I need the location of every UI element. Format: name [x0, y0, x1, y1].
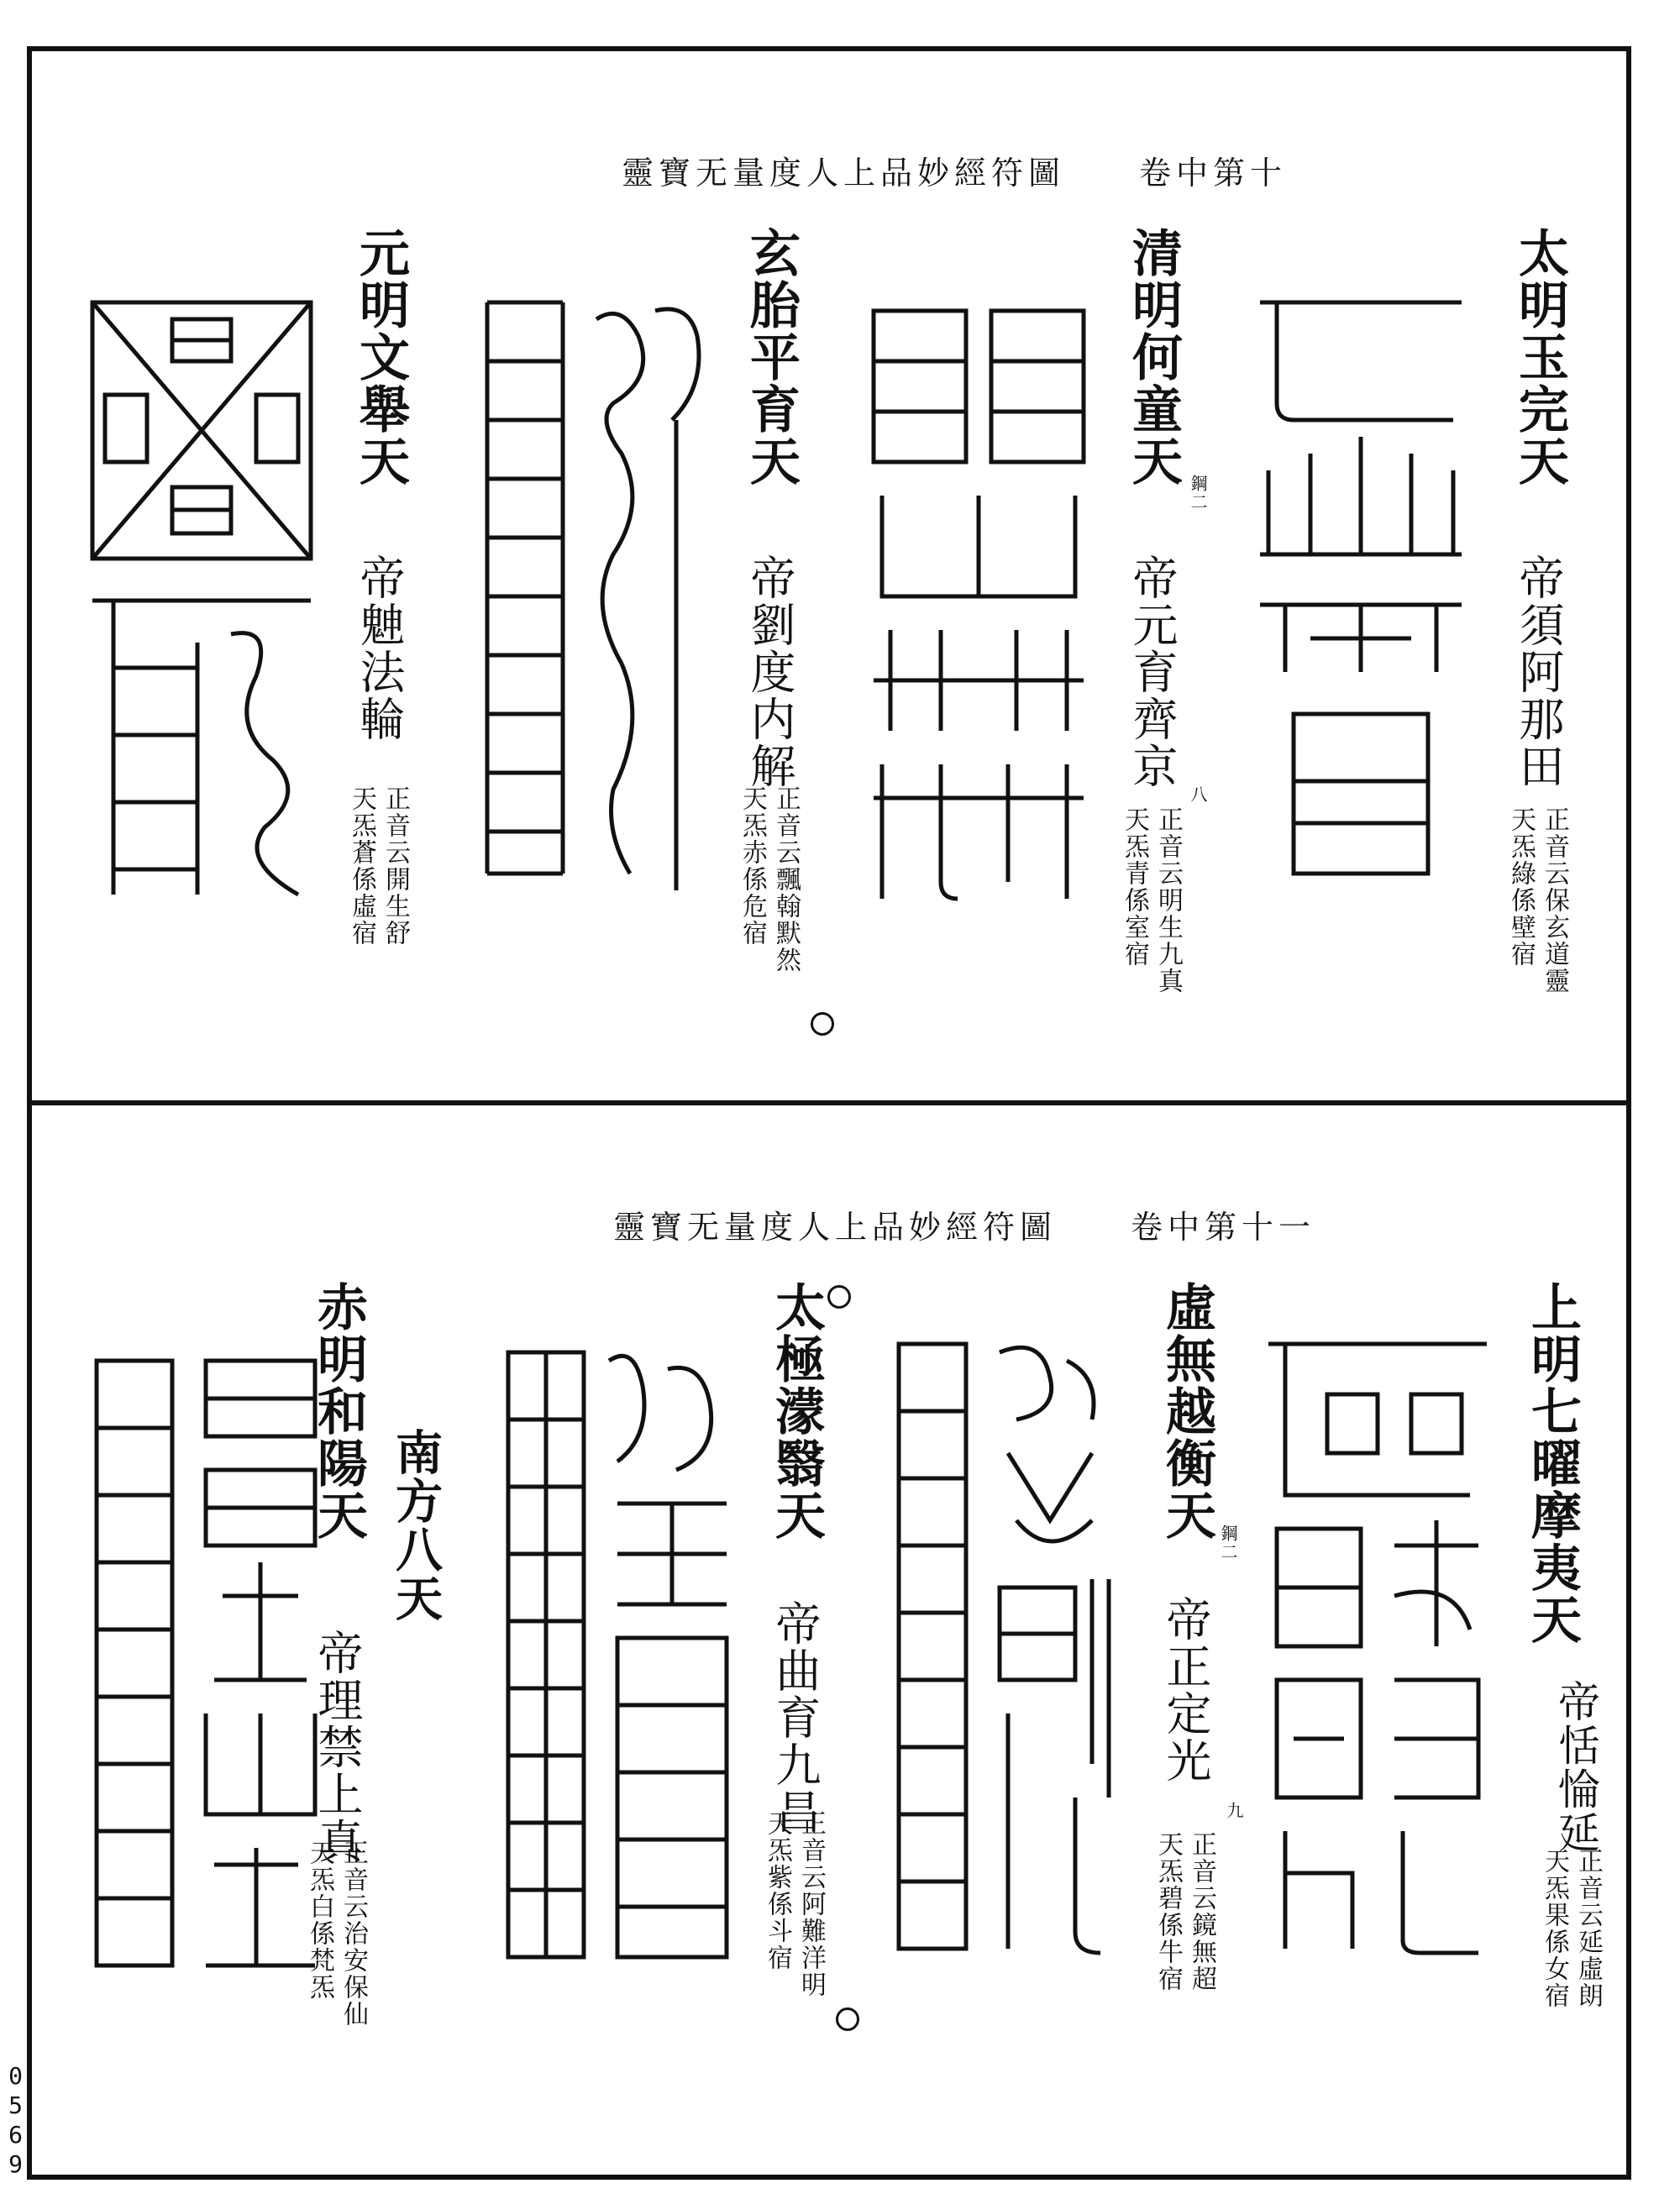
- emperor-name: 帝須阿那田: [1512, 554, 1565, 790]
- margin-note: 鋼二: [1188, 475, 1208, 512]
- note-line: 天炁紫係斗宿: [763, 1810, 792, 1971]
- talisman-seal: [1252, 1327, 1504, 1965]
- talisman-seal: [1243, 277, 1478, 899]
- margin-mark: 九: [1224, 1802, 1244, 1820]
- note-line: 天炁果係女宿: [1540, 1848, 1569, 2009]
- emperor-name: 帝曲育九昌: [769, 1600, 822, 1835]
- talisman-seal: [470, 286, 714, 899]
- circle-mark: [811, 1012, 834, 1036]
- note-line: 天炁赤係危宿: [738, 785, 767, 947]
- deity-name: 赤明和陽天: [309, 1281, 368, 1541]
- emperor-name: 帝䰠法輪: [353, 554, 406, 743]
- note-line: 天炁綠係壁宿: [1506, 806, 1536, 968]
- deity-name: 清明何童天: [1124, 227, 1183, 487]
- emperor-name: 帝理禁上真: [311, 1630, 364, 1865]
- panel-divider: [27, 1100, 1631, 1105]
- note-line: 天炁蒼係虛宿: [347, 785, 376, 947]
- note-line: 正音云明生九真: [1153, 806, 1183, 995]
- note-line: 天炁碧係牛宿: [1153, 1831, 1183, 1992]
- note-line: 正音云保玄道靈: [1540, 806, 1569, 995]
- note-line: 正音云阿難洋明: [796, 1810, 826, 1998]
- margin-mark: 八: [1188, 785, 1208, 804]
- section-title: 南方八天: [388, 1428, 444, 1623]
- talisman-seal: [80, 290, 323, 903]
- emperor-name: 帝元育齊京: [1126, 554, 1179, 790]
- deity-name: 上明七曜摩夷天: [1523, 1281, 1582, 1645]
- bottom-header: 靈寶无量度人上品妙經符圖 卷中第十一: [613, 1209, 1316, 1246]
- deity-name: 玄胎平育天: [742, 227, 801, 487]
- note-line: 正音云延虛朗: [1573, 1848, 1603, 2009]
- deity-name: 太極濛翳天: [767, 1281, 826, 1541]
- top-header: 靈寶无量度人上品妙經符圖 卷中第十: [622, 155, 1288, 192]
- emperor-name: 帝恬惀延: [1551, 1680, 1600, 1855]
- emperor-name: 帝劉度内解: [743, 554, 796, 790]
- deity-name: 元明文舉天: [351, 227, 410, 487]
- talisman-seal: [882, 1327, 1134, 1974]
- page-number: 0569: [2, 2062, 29, 2180]
- note-line: 正音云開生舒: [381, 785, 410, 947]
- emperor-name: 帝正定光: [1159, 1596, 1212, 1784]
- circle-mark: [827, 1285, 851, 1309]
- deity-name: 太明玉完天: [1510, 227, 1569, 487]
- note-line: 天炁青係室宿: [1120, 806, 1149, 968]
- note-line: 天炁白係梵炁: [305, 1839, 334, 2001]
- talisman-seal: [80, 1344, 332, 1991]
- talisman-seal: [491, 1336, 743, 1974]
- note-line: 正音云治安保仙: [339, 1839, 368, 2028]
- circle-mark: [836, 2007, 859, 2031]
- talisman-seal: [857, 294, 1100, 907]
- note-line: 正音云飄翰默然: [771, 785, 801, 974]
- deity-name: 虛無越衡天: [1158, 1281, 1216, 1541]
- margin-note: 鋼二: [1218, 1525, 1238, 1561]
- note-line: 正音云鏡無超: [1187, 1831, 1216, 1992]
